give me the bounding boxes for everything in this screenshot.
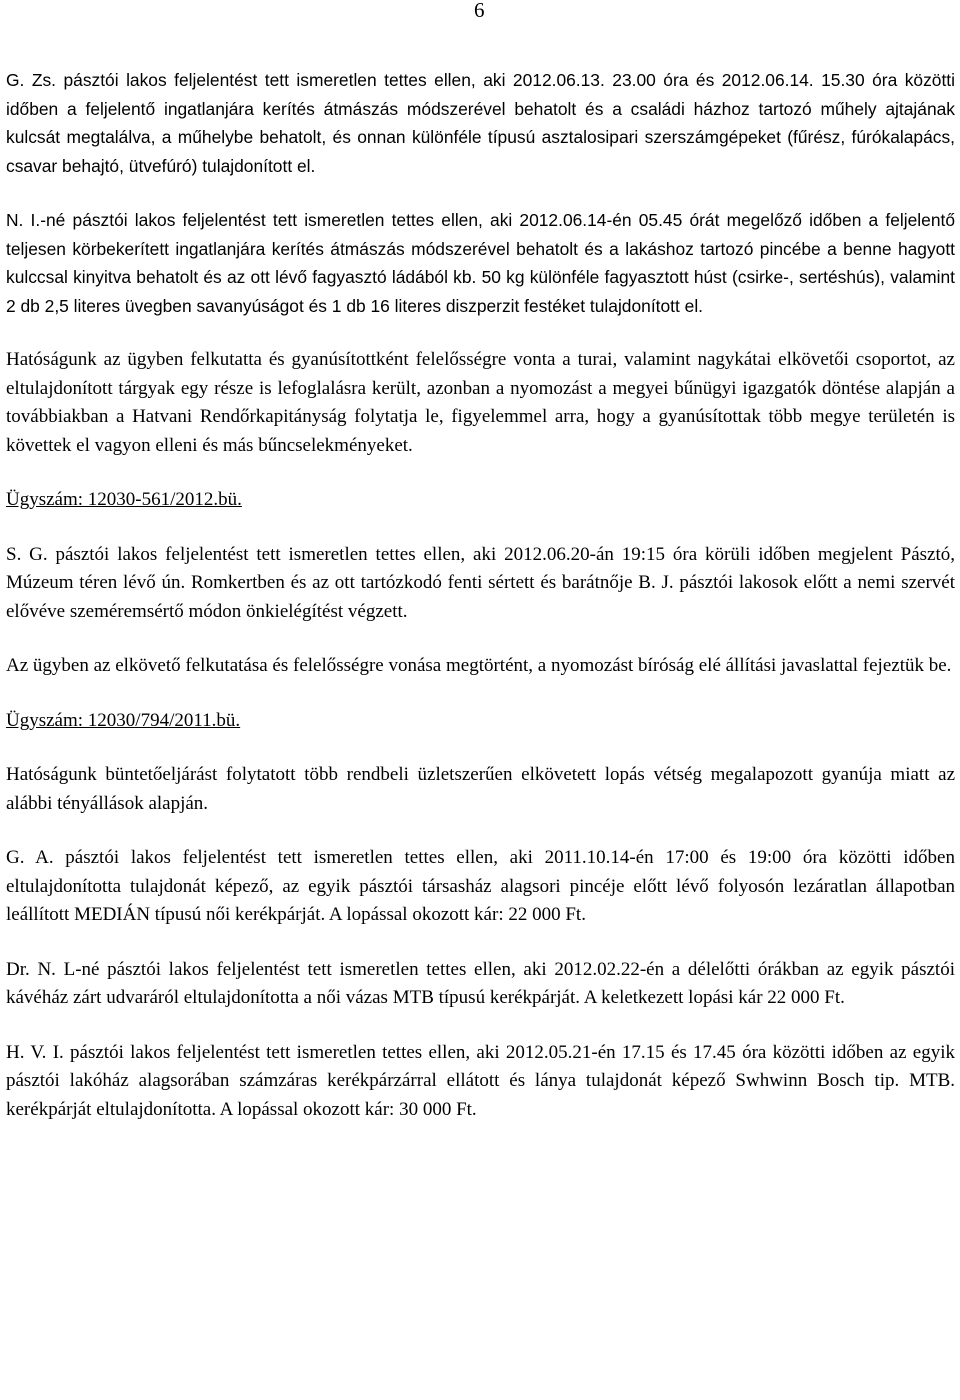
paragraph-theft-freezer: N. I.-né pásztói lakos feljelentést tett ismeretlen tettes ellen, aki 2012.06.14-én 05.45 órát megelőző időben a feljelentő teljesen körbekerített ingatlanjára kerítés átmászás módszerével behatolt és a lakáshoz tartozó pincébe a benne hagyott kulccsal kinyitva behatolt és az ott lévő fagyasztó ládából kb. 50 kg különféle fagyasztott húst (csirke-, sertéshús), valamint 2 db 2,5 literes üvegben savanyúságot és 1 db 16 literes diszperzit festéket tulajdonított el.	[6, 210, 955, 316]
document-body	[6, 66, 955, 1124]
paragraph-bicycle-theft-2: Dr. N. L-né pásztói lakos feljelentést tett ismeretlen tettes ellen, aki 2012.02.22-én a délelőtti órákban az egyik pásztói kávéház zárt udvaráról eltulajdonította a női vázas MTB típusú kerékpárját. A keletkezett lopási kár 22 000 Ft.	[6, 958, 955, 1008]
paragraph-bicycle-theft-1: G. A. pásztói lakos feljelentést tett ismeretlen tettes ellen, aki 2011.10.14-én 17:00 és 19:00 óra közötti időben eltulajdonította tulajdonát képező, az egyik pásztói társasház alagsori pincéje előtt lévő folyosón lezáratlan állapotban leállított MEDIÁN típusú női kerékpárját. A lopással okozott kár: 22 000 Ft.	[6, 847, 955, 925]
paragraph-theft-workshop: G. Zs. pásztói lakos feljelentést tett ismeretlen tettes ellen, aki 2012.06.13. 23.00 óra és 2012.06.14. 15.30 óra közötti időben a feljelentő ingatlanjára kerítés átmászás módszerével behatolt és a családi házhoz tartozó műhely ajtajának kulcsát megtalálva, a műhelybe behatolt, és onnan különféle típusú asztalosipari szerszámgépeket (fűrész, fúrókalapács, csavar behajtó, ütvefúró) tulajdonított el.	[6, 70, 955, 176]
page-number: 6	[474, 0, 485, 22]
paragraph-investigation-result: Hatóságunk az ügyben felkutatta és gyanúsítottként felelősségre vonta a turai, valamint nagykátai elkövetői csoportot, az eltulajdonított tárgyak egy része is lefoglalásra került, azonban a nyomozást a megyei bűnügyi igazgatók döntése alapján a továbbiakban a Hatvani Rendőrkapitányság folytatja le, figyelemmel arra, hogy a gyanúsítottak több megye területén is követtek el vagyon elleni és más bűncselekményeket.	[6, 349, 955, 456]
paragraph-indecency-report: S. G. pásztói lakos feljelentést tett ismeretlen tettes ellen, aki 2012.06.20-án 19:15 óra körüli időben megjelent Pásztó, Múzeum téren lévő ún. Romkertben és az ott tartózkodó fenti sértett és barátnője B. J. pásztói lakosok előtt a nemi szervét elővéve szeméremsértő módon önkielégítést végzett.	[6, 543, 955, 622]
case-number-heading: Ügyszám: 12030-561/2012.bü.	[6, 489, 242, 510]
case-number-heading: Ügyszám: 12030/794/2011.bü.	[6, 709, 241, 731]
paragraph-bicycle-theft-intro: Hatóságunk büntetőeljárást folytatott több rendbeli üzletszerűen elkövetett lopás vétség megalapozott gyanúja miatt az alábbi tényállások alapján.	[6, 764, 955, 814]
paragraph-bicycle-theft-3: H. V. I. pásztói lakos feljelentést tett ismeretlen tettes ellen, aki 2012.05.21-én 17.15 és 17.45 óra közötti időben az egyik pásztói lakóház alagsorában számzáras kerékpárzárral ellátott és lánya tulajdonát képező Swhwinn Bosch tip. MTB. kerékpárját eltulajdonította. A lopással okozott kár: 30 000 Ft.	[6, 1041, 955, 1120]
paragraph-indecency-outcome: Az ügyben az elkövető felkutatása és felelősségre vonása megtörtént, a nyomozást bíróság elé állítási javaslattal fejeztük be.	[6, 655, 952, 676]
